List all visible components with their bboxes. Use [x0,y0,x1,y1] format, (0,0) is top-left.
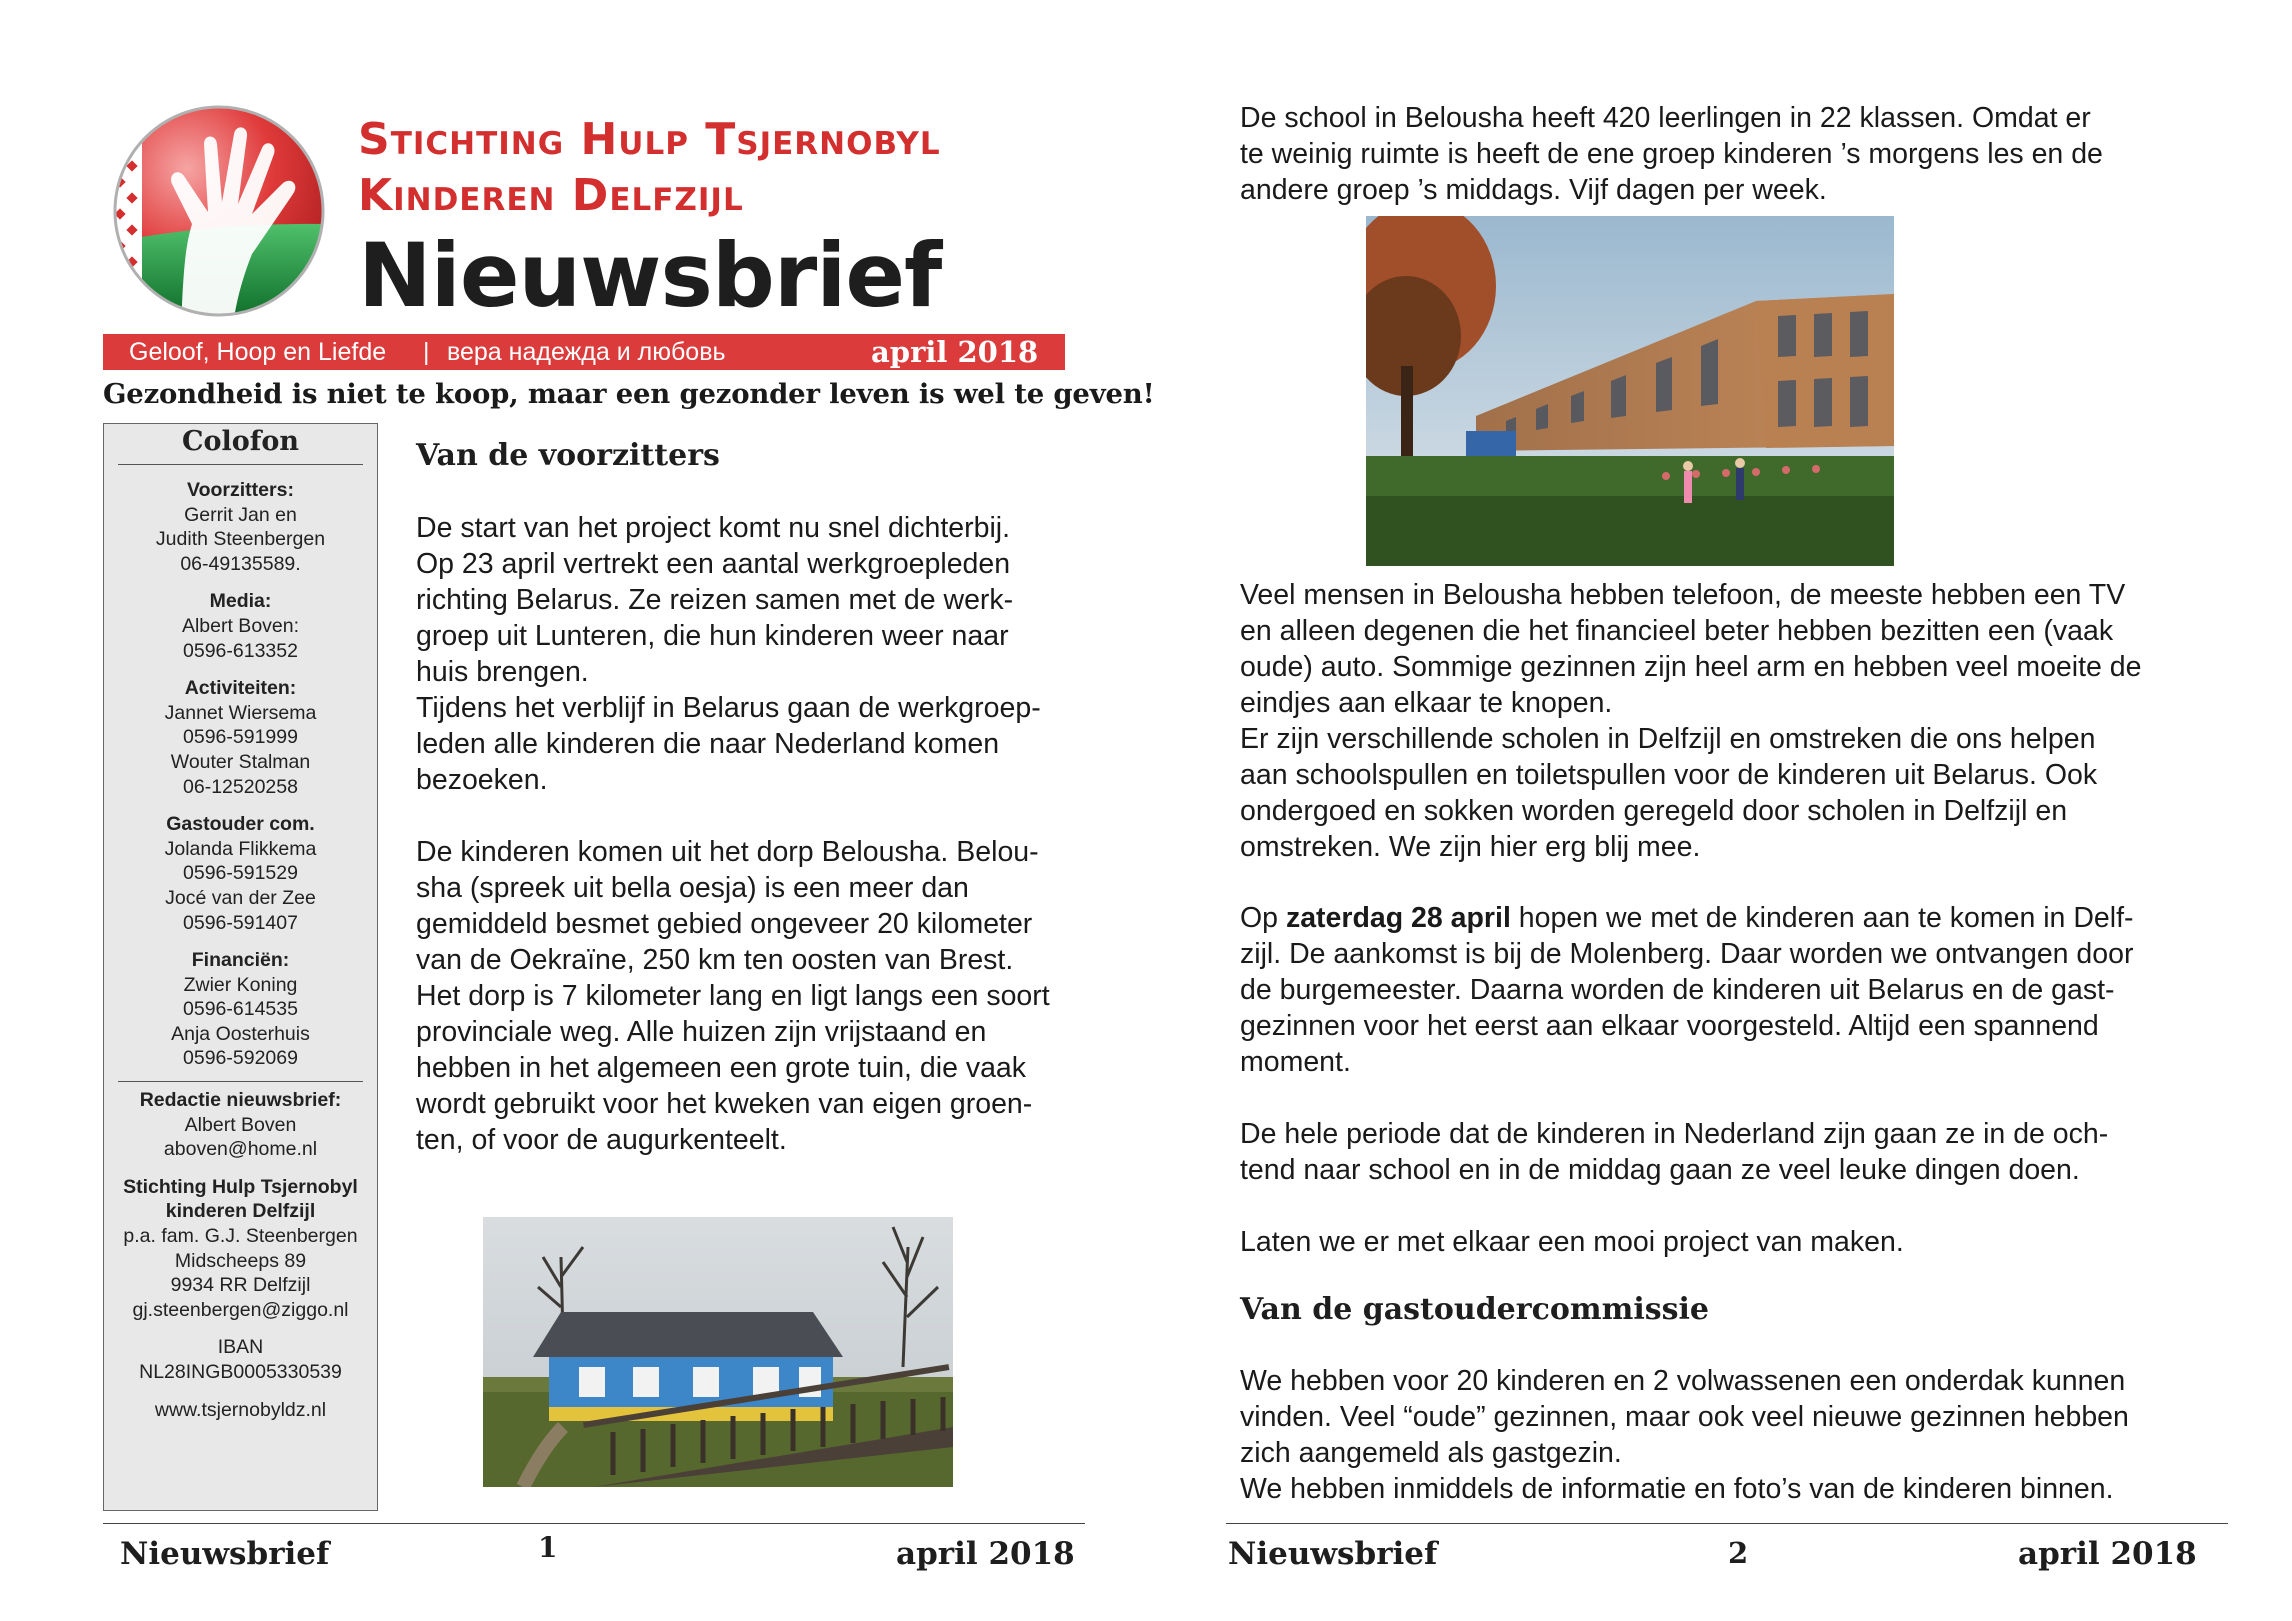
colofon-line: 9934 RR Delfzijl [170,1274,311,1297]
colofon-line: Zwier Koning [183,973,298,996]
colofon-line: Anja Oosterhuis [171,1022,310,1045]
text-fragment: Op [1240,902,1286,934]
text-line: Er zijn verschillende scholen in Delfzijl en omstreken die ons helpen [1240,723,2096,755]
footer-title: Nieuwsbrief [1228,1536,1438,1572]
tagline-dutch: Geloof, Hoop en Liefde [129,338,387,366]
text-line: hebben in het algemeen een grote tuin, die vaak [416,1052,1027,1084]
closing-paragraph [1240,1224,1904,1260]
text-line: ondergoed en sokken worden geregeld door scholen in Delfzijl en [1240,795,2068,827]
arrival-paragraph [1240,900,2134,1080]
footer-title: Nieuwsbrief [120,1536,330,1572]
tagline-bar [103,334,1065,370]
colofon-heading: Redactie nieuwsbrief: [139,1089,342,1112]
text-line [1240,900,2134,936]
colofon-title: Colofon [118,426,363,465]
colofon-heading: Financiën: [191,949,290,972]
colofon-line: Jocé van der Zee [165,886,316,909]
page-2 [1146,0,2292,1621]
host-families-paragraph [1240,1363,2129,1507]
colofon-heading: kinderen Delfzijl [165,1200,316,1223]
colofon-line: 0596-592069 [183,1047,298,1070]
text-line: richting Belarus. Ze reizen samen met de werk- [416,584,1014,616]
footer-date: april 2018 [2018,1536,2197,1572]
text-line: Laten we er met elkaar een mooi project van maken. [1240,1226,1904,1258]
colofon-financien [104,948,377,1071]
text-line: te weinig ruimte is heeft de ene groep kinderen ’s morgens les en de [1240,138,2103,170]
text-line: gezinnen voor het eerst aan elkaar voorgesteld. Altijd een spannend [1240,1010,2099,1042]
colofon-website: www.tsjernobyldz.nl [154,1398,327,1421]
colofon-heading: Media: [209,590,272,613]
colofon-gastouder [104,812,377,935]
colofon-line: 0596-613352 [183,639,298,662]
text-line: groep uit Lunteren, die hun kinderen weer naar [416,620,1009,652]
colofon-line: 0596-591407 [183,911,298,934]
text-line: moment. [1240,1046,1351,1078]
text-line: de burgemeester. Daarna worden de kinderen uit Belarus en de gast- [1240,974,2115,1006]
text-line: wordt gebruikt voor het kweken van eigen groen- [416,1088,1033,1120]
colofon-line: Jannet Wiersema [164,701,317,724]
text-line: eindjes aan elkaar te knopen. [1240,687,1613,719]
colofon-line: NL28INGB0005330539 [139,1361,342,1383]
colofon-heading: Gastouder com. [166,813,315,836]
text-line: omstreken. We zijn hier erg blij mee. [1240,831,1701,863]
text-line: We hebben voor 20 kinderen en 2 volwassenen een onderdak kunnen [1240,1365,2126,1397]
footer-rule [1226,1523,2228,1524]
text-line: zich aangemeld als gastgezin. [1240,1437,1622,1469]
colofon-line: Gerrit Jan en [184,503,297,526]
house-photo [483,1217,953,1487]
text-line: andere groep ’s middags. Vijf dagen per week. [1240,174,1827,206]
colofon-box [103,423,378,1511]
organization-name-line1: Stichting Hulp Tsjernobyl [358,114,941,165]
footer-date: april 2018 [896,1536,1075,1572]
organization-name-line2: Kinderen Delfzijl [358,170,744,221]
text-line: huis brengen. [416,656,589,688]
masthead-title: Nieuwsbrief [358,224,942,327]
colofon-line: 06-49135589. [180,552,301,575]
colofon-line: Wouter Stalman [170,750,311,773]
text-line: oude) auto. Sommige gezinnen zijn heel arm en hebben veel moeite de [1240,651,2142,683]
motto: Gezondheid is niet te koop, maar een gezonder leven is wel te geven! [103,378,1155,410]
colofon-line: Albert Boven [184,1113,297,1136]
colofon-heading: Voorzitters: [187,479,294,501]
text-line: van de Oekraïne, 250 km ten oosten van Brest. [416,944,1014,976]
colofon-line: Judith Steenbergen [155,528,326,551]
text-line: bezoeken. [416,764,548,796]
text-line: De school in Belousha heeft 420 leerlingen in 22 klassen. Omdat er [1240,102,2091,134]
colofon-line: 0596-614535 [183,998,298,1021]
text-line: Veel mensen in Belousha hebben telefoon, de meeste hebben een TV [1240,579,2126,611]
colofon-stichting [104,1175,377,1323]
text-line: zijl. De aankomst is bij de Molenberg. Daar worden we ontvangen door [1240,938,2134,970]
text-line: en alleen degenen die het financieel beter hebben bezitten een (vaak [1240,615,2114,647]
text-line: De kinderen komen uit het dorp Belousha. Belou- [416,836,1039,868]
tagline-separator: | [423,338,430,366]
text-line: vinden. Veel “oude” gezinnen, maar ook veel nieuwe gezinnen hebben [1240,1401,2129,1433]
text-line: gemiddeld besmet gebied ongeveer 20 kilometer [416,908,1033,940]
article-heading: Van de voorzitters [416,438,720,473]
text-line: Op 23 april vertrekt een aantal werkgroepleden [416,548,1011,580]
colofon-iban [104,1335,377,1384]
colofon-line: IBAN [217,1336,264,1359]
text-line: aan schoolspullen en toiletspullen voor de kinderen uit Belarus. Ook [1240,759,2098,791]
footer-rule [103,1523,1085,1524]
village-paragraph [1240,577,2142,865]
arrival-date: zaterdag 28 april [1285,902,1511,934]
article-paragraph-1 [416,510,1041,798]
colofon-line: 0596-591529 [183,862,298,885]
colofon-line: Midscheeps 89 [174,1249,307,1272]
issue-date: april 2018 [871,335,1039,369]
school-intro-paragraph [1240,100,2103,208]
period-paragraph [1240,1116,2108,1188]
article-heading-2: Van de gastoudercommissie [1240,1292,1709,1327]
footer-page-number: 1 [538,1531,558,1564]
text-line: De hele periode dat de kinderen in Nederland zijn gaan ze in de och- [1240,1118,2109,1150]
text-line: tend naar school en in de middag gaan ze veel leuke dingen doen. [1240,1154,2080,1186]
colofon-heading: Activiteiten: [184,677,297,700]
text-line: We hebben inmiddels de informatie en foto’s van de kinderen binnen. [1240,1473,2114,1505]
text-line: Tijdens het verblijf in Belarus gaan de werkgroep- [416,692,1041,724]
organization-name [358,112,941,224]
text-line: De start van het project komt nu snel dichterbij. [416,512,1011,544]
school-photo [1366,216,1894,566]
colofon-line: 0596-591999 [183,726,298,749]
footer-page-number: 2 [1728,1536,1749,1570]
colofon-redactie [104,1088,377,1162]
colofon-line: gj.steenbergen@ziggo.nl [132,1298,349,1321]
colofon-divider [118,1081,363,1082]
text-line: ten, of voor de augurkenteelt. [416,1124,787,1156]
colofon-media [104,589,377,663]
colofon-line: aboven@home.nl [163,1138,318,1161]
colofon-line: Jolanda Flikkema [164,837,317,860]
colofon-voorzitters [104,478,377,576]
colofon-line: p.a. fam. G.J. Steenbergen [123,1225,358,1248]
text-line: leden alle kinderen die naar Nederland komen [416,728,1000,760]
article-paragraph-2 [416,834,1050,1158]
tagline-russian: вера надежда и любовь [447,338,726,366]
text-line: sha (spreek uit bella oesja) is een meer dan [416,872,969,904]
text-line: Het dorp is 7 kilometer lang en ligt langs een soort [416,980,1050,1012]
hand-logo-icon [112,104,326,318]
text-fragment: hopen we met de kinderen aan te komen in Delf- [1510,902,2134,934]
colofon-activiteiten [104,676,377,799]
text-line: provinciale weg. Alle huizen zijn vrijstaand en [416,1016,987,1048]
colofon-line: 06-12520258 [183,775,298,798]
colofon-heading: Stichting Hulp Tsjernobyl [123,1175,358,1198]
colofon-line: Albert Boven: [181,614,300,637]
